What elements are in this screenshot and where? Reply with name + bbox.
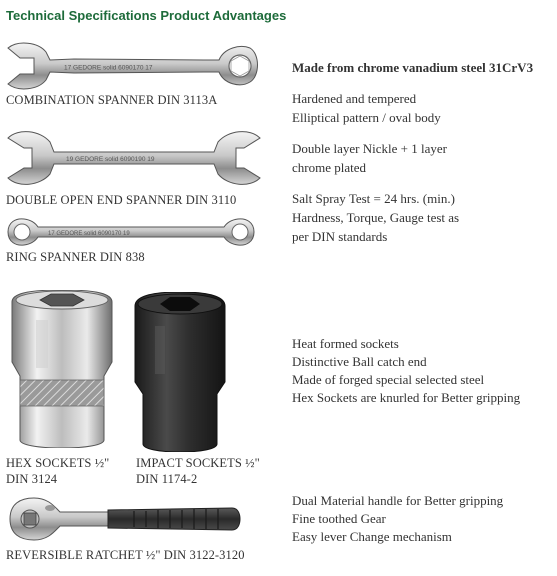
impact-socket-image [133, 292, 227, 452]
impact-socket-caption-line1: IMPACT SOCKETS ½" [136, 456, 260, 470]
ratchet-caption: REVERSIBLE RATCHET ½" DIN 3122-3120 [6, 548, 245, 562]
spec-knurled: Hex Sockets are knurled for Better gripping [292, 390, 521, 405]
spec-dual-material: Dual Material handle for Better gripping [292, 493, 504, 508]
spec-salt-spray: Salt Spray Test = 24 hrs. (min.) [292, 191, 455, 206]
spec-forged-steel: Made of forged special selected steel [292, 372, 485, 387]
impact-socket-caption-line2: DIN 1174-2 [136, 472, 198, 486]
double-open-end-spanner-caption: DOUBLE OPEN END SPANNER DIN 3110 [6, 193, 237, 207]
combination-spanner-stamp: 17 GEDORE solid 6090170 17 [64, 64, 153, 72]
spec-fine-gear: Fine toothed Gear [292, 511, 386, 526]
hex-socket-caption-line2: DIN 3124 [6, 472, 58, 486]
spec-din-test-line2: per DIN standards [292, 229, 388, 244]
ratchet-image [4, 494, 242, 544]
spec-plating-line1: Double layer Nickle + 1 layer [292, 141, 447, 156]
spec-elliptical: Elliptical pattern / oval body [292, 110, 441, 125]
ring-spanner-caption: RING SPANNER DIN 838 [6, 250, 145, 264]
spec-ball-catch: Distinctive Ball catch end [292, 354, 427, 369]
hex-socket-image [6, 290, 118, 448]
ring-spanner-image [4, 216, 258, 248]
double-open-end-stamp: 19 GEDORE solid 6090190 19 [66, 156, 155, 163]
page-heading: Technical Specifications Product Advantages [6, 8, 287, 23]
combination-spanner-caption: COMBINATION SPANNER DIN 3113A [6, 93, 218, 107]
spec-din-test-line1: Hardness, Torque, Gauge test as [292, 210, 460, 225]
spec-heat-formed: Heat formed sockets [292, 336, 399, 351]
combination-spanner-image [4, 40, 262, 92]
ring-spanner-stamp: 17 GEDORE solid 6090170 19 [48, 231, 130, 237]
spec-material: Made from chrome vanadium steel 31CrV3 [292, 60, 534, 75]
spec-hardened: Hardened and tempered [292, 91, 417, 106]
double-open-end-spanner-image [4, 128, 264, 188]
hex-socket-caption-line1: HEX SOCKETS ½" [6, 456, 110, 470]
spec-easy-lever: Easy lever Change mechanism [292, 529, 452, 544]
spec-plating-line2: chrome plated [292, 160, 366, 175]
